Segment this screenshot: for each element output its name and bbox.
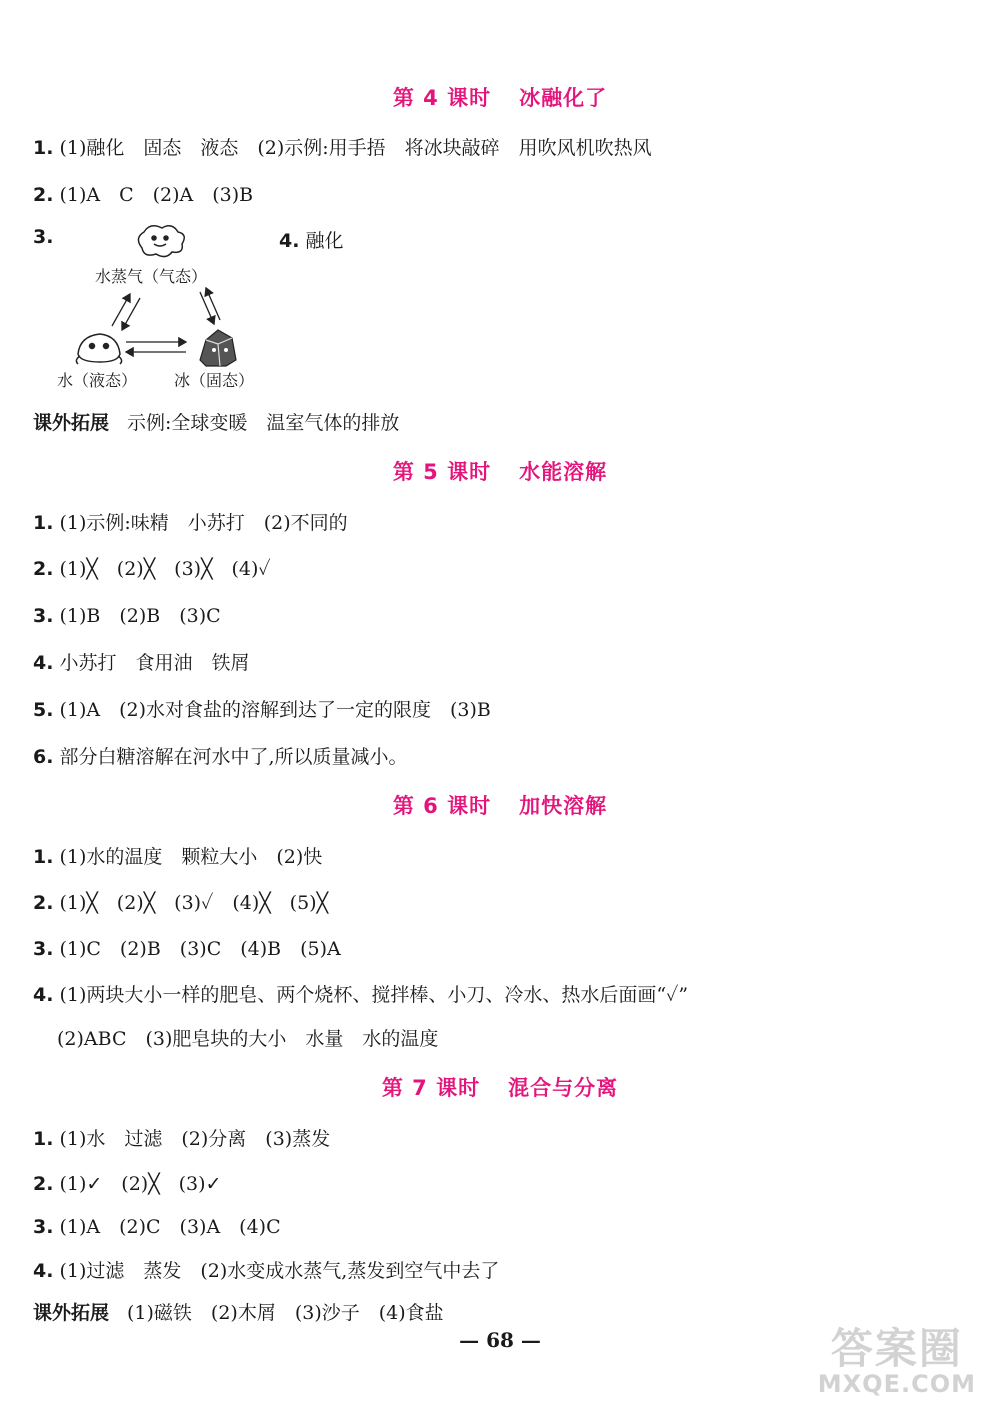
s4-question-4: 4. 融化: [279, 230, 344, 252]
s4-extension: 课外拓展 示例:全球变暖 温室气体的排放: [33, 412, 400, 434]
section-title-4: 第 4 课时 冰融化了: [392, 86, 608, 110]
vapor-icon: [138, 226, 184, 257]
s5-question-5: 5. (1)A (2)水对食盐的溶解到达了一定的限度 (3)B: [33, 699, 491, 721]
s4-question-3: 3.: [33, 226, 54, 248]
page-number: — 68 —: [459, 1328, 541, 1352]
vapor-label: 水蒸气（气态）: [95, 267, 208, 286]
s5-question-3: 3. (1)B (2)B (3)C: [33, 605, 221, 627]
water-icon: [76, 334, 121, 364]
s7-extension: 课外拓展 (1)磁铁 (2)木屑 (3)沙子 (4)食盐: [33, 1302, 444, 1324]
section-title-5: 第 5 课时 水能溶解: [392, 460, 608, 484]
s4-question-2: 2. (1)A C (2)A (3)B: [33, 184, 254, 206]
s6-question-2: 2. (1)╳ (2)╳ (3)✓ (4)╳ (5)╳: [33, 892, 329, 914]
s5-question-6: 6. 部分白糖溶解在河水中了,所以质量减小。: [33, 746, 408, 768]
water-label: 水（液态）: [57, 371, 138, 390]
s6-question-4-continued: (2)ABC (3)肥皂块的大小 水量 水的温度: [57, 1028, 439, 1050]
section-title-7: 第 7 课时 混合与分离: [381, 1076, 619, 1100]
ice-icon: [200, 330, 236, 366]
s5-question-4: 4. 小苏打 食用油 铁屑: [33, 652, 250, 674]
s7-question-1: 1. (1)水 过滤 (2)分离 (3)蒸发: [33, 1128, 331, 1150]
s6-question-3: 3. (1)C (2)B (3)C (4)B (5)A: [33, 938, 341, 960]
s7-question-2: 2. (1)✓ (2)╳ (3)✓: [33, 1173, 222, 1195]
watermark-logo: 答案圈 MXQE.COM: [817, 1324, 976, 1398]
s5-question-1: 1. (1)示例:味精 小苏打 (2)不同的: [33, 512, 348, 534]
s6-question-1: 1. (1)水的温度 颗粒大小 (2)快: [33, 846, 323, 868]
s5-question-2: 2. (1)╳ (2)╳ (3)╳ (4)✓: [33, 558, 271, 580]
s6-question-4: 4. (1)两块大小一样的肥皂、两个烧杯、搅拌棒、小刀、冷水、热水后面画“✓”: [33, 984, 689, 1006]
s4-question-1: 1. (1)融化 固态 液态 (2)示例:用手捂 将冰块敲碎 用吹风机吹热风: [33, 137, 652, 159]
s7-question-3: 3. (1)A (2)C (3)A (4)C: [33, 1216, 281, 1238]
s7-question-4: 4. (1)过滤 蒸发 (2)水变成水蒸气,蒸发到空气中去了: [33, 1260, 500, 1282]
section-title-6: 第 6 课时 加快溶解: [392, 794, 608, 818]
ice-label: 冰（固态）: [174, 371, 255, 390]
